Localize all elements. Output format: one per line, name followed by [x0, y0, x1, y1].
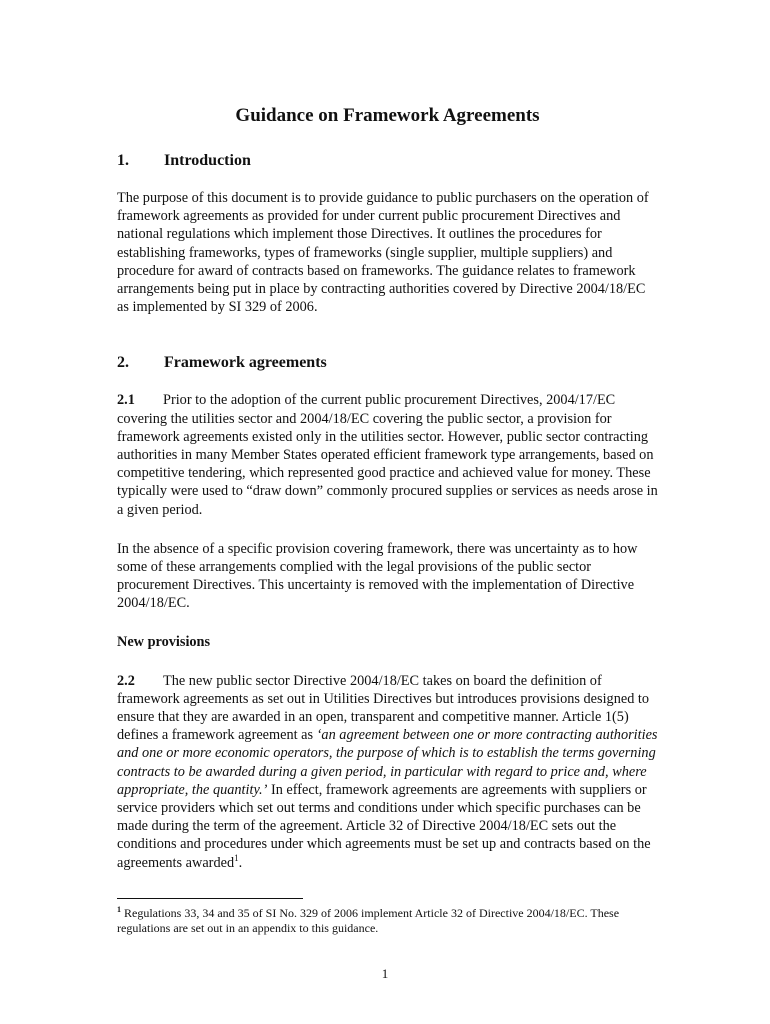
section-1-number: 1. [117, 152, 129, 169]
framework-definition-quote: ‘an agreement between one or more contracting authorities and one or more economic operators, the purpose of which is to establish the terms governing contracts to be awarded during a given period, in particular with regard to price and, where appropriate, the quantity.’ [117, 727, 658, 798]
paragraph-2-2-number: 2.2 [117, 672, 135, 689]
section-2-title: Framework agreements [164, 354, 327, 372]
introduction-paragraph: The purpose of this document is to provide guidance to public purchasers on the operation of framework agreements as provided for under current public procurement Directives and national regulations which implement those Directives. It outlines the procedures for establishing frameworks, types of frameworks (single supplier, multiple suppliers) and procedure for award of contracts based on frameworks. The guidance relates to framework arrangements being put in place by contracting authorities covered by Directive 2004/18/EC as implemented by SI 329 of 2006. [117, 190, 649, 316]
footnote-divider [117, 898, 303, 899]
spacer [117, 337, 658, 354]
footnote-reference[interactable]: 1 [234, 852, 239, 863]
paragraph-2-1-text: Prior to the adoption of the current public procurement Directives, 2004/17/EC covering the utilities sector and 2004/18/EC covering the public sector, a provision for framework agreements existed only in the utilities sector. However, public sector contracting authorities in many Member States operated efficient framework type arrangements, based on competitive tendering, which represented good practice and achieved value for money. These typically were used to “draw down” commonly procured supplies or services as needs arose in a given period. [117, 392, 658, 518]
paragraph-2-2-text-b: In effect, framework agreements are agreements with suppliers or service providers which set out terms and conditions under which specific purchases can be made during the term of the agreement. Article 32 of Directive 2004/18/EC sets out the conditions and procedures under which agreements must be set up and contracts based on the agreements awarded [117, 781, 651, 871]
page-number: 1 [381, 966, 389, 981]
paragraph-2-1-number: 2.1 [117, 392, 135, 409]
paragraph-2-1 [117, 391, 658, 518]
footnote-marker: 1 [117, 904, 121, 914]
footnote-text: Regulations 33, 34 and 35 of SI No. 329 of 2006 implement Article 32 of Directive 2004/18/EC. These regulations are set out in an appendix to this guidance. [117, 905, 620, 935]
footnote-1 [117, 906, 658, 936]
section-2-heading [117, 354, 658, 372]
paragraph-2-2-text-a: The new public sector Directive 2004/18/EC takes on board the definition of framework agreements as set out in Utilities Directives but introduces provisions designed to ensure that they are awarded in an open, transparent and competitive manner. Article 1(5) defines a framework agreement as [117, 672, 650, 744]
document-title: Guidance on Framework Agreements [235, 105, 540, 126]
paragraph-2-2-end: . [238, 854, 243, 871]
paragraph-2-1-continued: In the absence of a specific provision covering framework, there was uncertainty as to how some of these arrangements complied with the legal provisions of the public sector procurement Directives. This uncertainty is removed with the implementation of Directive 2004/18/EC. [117, 540, 638, 612]
paragraph-2-2 [117, 672, 658, 872]
section-2-number: 2. [117, 354, 129, 372]
new-provisions-subheading: New provisions [117, 633, 211, 650]
section-1-title: Introduction [164, 152, 251, 169]
section-1-heading [117, 152, 658, 170]
